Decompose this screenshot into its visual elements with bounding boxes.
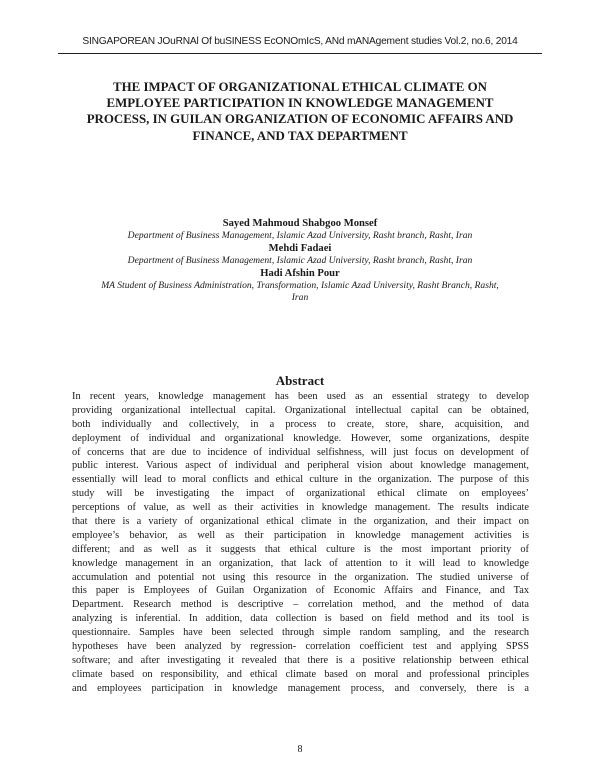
abstract-line: software; and after investigating it revealed that there is a positive relationship between ethical — [72, 654, 529, 666]
running-header: SINGAPOREAN JOuRNAl Of buSINESS EcONOmIcS, ANd mANAgement studies Vol.2, no.6, 2014 — [82, 36, 518, 47]
header-rule — [58, 53, 542, 54]
abstract-line: of concerns that are due to incidence of individual selfishness, will just focus on development of — [72, 446, 529, 458]
abstract-line: different; and as well as it suggests that ethical culture is the most important priority of — [72, 543, 529, 555]
author-affiliation: Iran — [291, 292, 309, 303]
abstract-line: Department. Research method is descriptive – correlation method, and the method of data — [72, 599, 529, 611]
title-line: FINANCE, AND TAX DEPARTMENT — [192, 128, 408, 143]
title-line: PROCESS, IN GUILAN ORGANIZATION OF ECONOMIC AFFAIRS AND — [86, 112, 514, 127]
abstract-line: perceptions of value, as well as their activities in knowledge management. The results indicate — [72, 502, 529, 514]
abstract-line: climate based on responsibility, and ethical climate based on moral and professional principles — [72, 668, 529, 680]
author-name: Mehdi Fadaei — [268, 243, 332, 254]
abstract-line: essentially will lead to moral conflicts and ethical culture in the organization. The purpose of this — [72, 474, 529, 486]
author-affiliation: MA Student of Business Administration, Transformation, Islamic Azad University, Rasht Branch, Rasht, — [101, 280, 499, 291]
abstract-line: deployment of individual and organizational knowledge. However, some organizations, despite — [72, 432, 529, 444]
abstract-line: In recent years, knowledge management has been used as an essential strategy to develop — [72, 391, 529, 402]
abstract-line: study will be investigating the impact of organizational ethical climate on employees’ — [72, 488, 529, 500]
abstract-line: this paper is Employees of Guilan Organization of Economic Affairs and Finance, and Tax — [72, 585, 529, 597]
abstract-line: and employees participation in knowledge management process, and conversely, there is a — [72, 682, 529, 694]
author-block — [58, 217, 542, 304]
abstract-line: public interest. Various aspect of individual and peripheral vision about knowledge management, — [72, 460, 529, 472]
author-name: Hadi Afshin Pour — [260, 268, 340, 279]
author-affiliation: Department of Business Management, Islamic Azad University, Rasht branch, Rasht, Iran — [127, 230, 473, 241]
title-line: EMPLOYEE PARTICIPATION IN KNOWLEDGE MANAGEMENT — [106, 96, 494, 111]
abstract-line: employee’s behavior, as well as their participation in knowledge management activities is — [72, 529, 529, 541]
abstract-line: providing organizational intellectual capital. Organizational intellectual capital can be obtained, — [72, 404, 529, 416]
abstract-line: hypotheses have been analyzed by regression- correlation coefficient test and applying SPSS — [72, 641, 529, 653]
abstract-line: both individually and collectively, in a process to create, store, share, acquisition, and — [72, 418, 529, 430]
abstract-body — [72, 390, 529, 696]
abstract-line: questionnaire. Samples have been selected through simple random sampling, and the research — [72, 627, 529, 639]
title-line: THE IMPACT OF ORGANIZATIONAL ETHICAL CLIMATE ON — [113, 80, 487, 94]
paper-title — [62, 79, 538, 144]
page-number: 8 — [297, 744, 303, 755]
abstract-line: that there is a variety of organizational ethical climate in the organization, and their impact on — [72, 516, 529, 528]
abstract-line: knowledge management in an organization, that lack of attention to it will lead to knowledge — [72, 557, 529, 569]
abstract-heading: Abstract — [275, 373, 325, 388]
author-affiliation: Department of Business Management, Islamic Azad University, Rasht branch, Rasht, Iran — [127, 255, 473, 266]
author-name: Sayed Mahmoud Shabgoo Monsef — [222, 218, 378, 229]
abstract-line: analyzing is inferential. In addition, data collection is based on field method and its tool is — [72, 613, 529, 625]
abstract-line: accumulation and potential not using this resource in the organization. The studied universe of — [72, 571, 529, 583]
